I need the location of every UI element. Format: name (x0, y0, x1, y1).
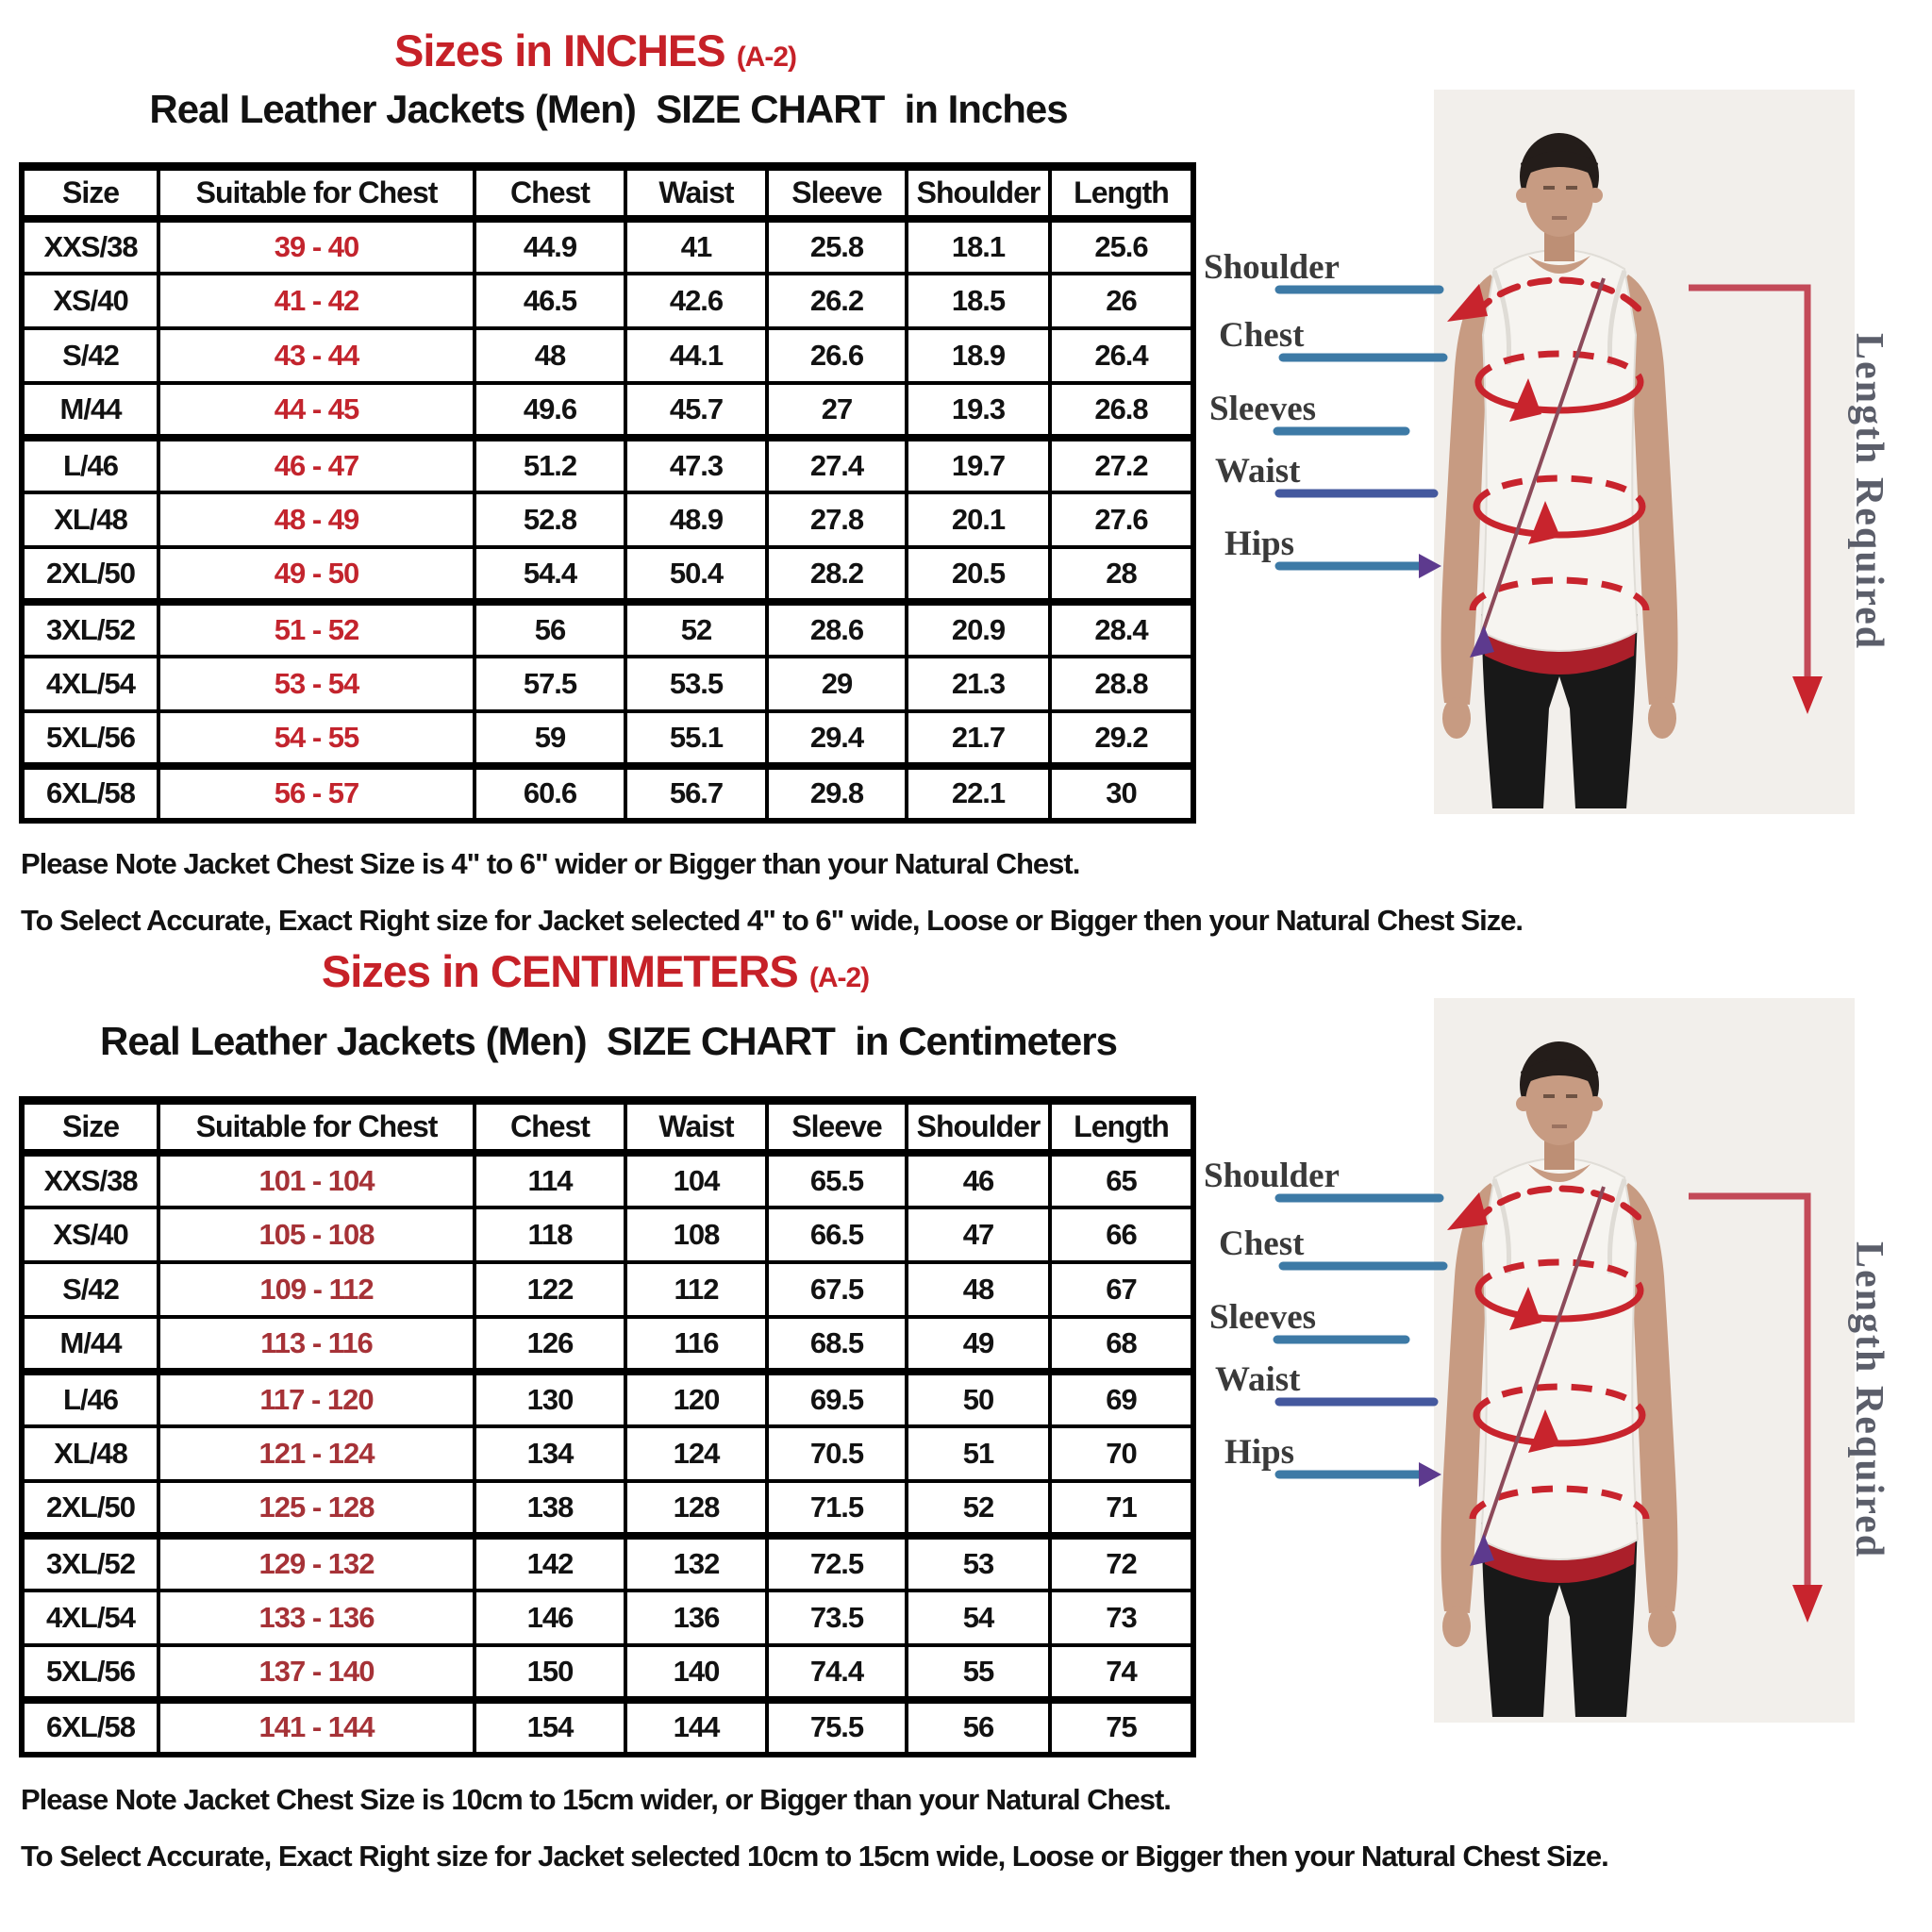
measurement-cell: 65.5 (767, 1153, 907, 1208)
chest-range-cell: 51 - 52 (158, 602, 475, 657)
size-cell: M/44 (22, 1317, 158, 1372)
chest-range-cell: 137 - 140 (158, 1645, 475, 1700)
size-cell: 6XL/58 (22, 766, 158, 821)
col-header-suitable-for-chest: Suitable for Chest (158, 167, 475, 219)
chest-range-cell: 141 - 144 (158, 1700, 475, 1755)
measurement-cell: 60.6 (475, 766, 625, 821)
measurement-cell: 56.7 (625, 766, 767, 821)
measurement-cell: 29 (767, 657, 907, 711)
col-header-shoulder: Shoulder (907, 1101, 1050, 1153)
table-row (22, 711, 1193, 766)
table-row (22, 657, 1193, 711)
measurement-cell: 70.5 (767, 1426, 907, 1481)
measurement-cell: 70 (1050, 1426, 1193, 1481)
cm-table-title: Real Leather Jackets (Men) SIZE CHART in Centimeters (100, 1019, 1117, 1063)
cm-size-table (19, 1096, 1196, 1757)
measurement-cell: 26.2 (767, 274, 907, 328)
shoulder-label: Shoulder (1204, 1157, 1340, 1195)
inches-table-header (22, 167, 1193, 219)
cm-heading-text: Sizes in CENTIMETERS (321, 946, 798, 996)
size-cell: 4XL/54 (22, 1591, 158, 1645)
measurement-cell: 28.2 (767, 547, 907, 602)
measurement-cell: 74.4 (767, 1645, 907, 1700)
measurement-figure-inches (1196, 90, 1932, 844)
inches-table-body (22, 219, 1193, 821)
measurement-cell: 118 (475, 1208, 625, 1262)
measurement-cell: 52.8 (475, 492, 625, 547)
measurement-cell: 73 (1050, 1591, 1193, 1645)
measurement-cell: 69 (1050, 1372, 1193, 1426)
size-cell: 4XL/54 (22, 657, 158, 711)
measurement-cell: 49 (907, 1317, 1050, 1372)
cm-note-2: To Select Accurate, Exact Right size for Jacket selected 10cm to 15cm wide, Loose or Bigger then your Natural Chest Size. (21, 1840, 1608, 1873)
chest-range-cell: 46 - 47 (158, 438, 475, 492)
measurement-cell: 138 (475, 1481, 625, 1536)
chest-range-cell: 129 - 132 (158, 1536, 475, 1591)
table-row (22, 1426, 1193, 1481)
measurement-cell: 116 (625, 1317, 767, 1372)
measurement-cell: 29.4 (767, 711, 907, 766)
measurement-cell: 20.5 (907, 547, 1050, 602)
measurement-cell: 68.5 (767, 1317, 907, 1372)
inches-heading-suffix: (A-2) (736, 42, 797, 73)
measurement-cell: 27 (767, 383, 907, 438)
measurement-cell: 47.3 (625, 438, 767, 492)
size-cell: S/42 (22, 1262, 158, 1317)
col-header-waist: Waist (625, 167, 767, 219)
measurement-cell: 66.5 (767, 1208, 907, 1262)
measurement-cell: 52 (907, 1481, 1050, 1536)
measurement-cell: 50 (907, 1372, 1050, 1426)
chest-range-cell: 101 - 104 (158, 1153, 475, 1208)
measurement-cell: 28 (1050, 547, 1193, 602)
inches-table-title: Real Leather Jackets (Men) SIZE CHART in Inches (149, 87, 1068, 131)
col-header-suitable-for-chest: Suitable for Chest (158, 1101, 475, 1153)
chest-range-cell: 54 - 55 (158, 711, 475, 766)
chest-range-cell: 133 - 136 (158, 1591, 475, 1645)
size-cell: 2XL/50 (22, 1481, 158, 1536)
table-header-row (22, 1101, 1193, 1153)
col-header-size: Size (22, 1101, 158, 1153)
measurement-cell: 55 (907, 1645, 1050, 1700)
hips-label: Hips (1224, 1433, 1295, 1472)
measurement-cell: 56 (907, 1700, 1050, 1755)
table-row (22, 602, 1193, 657)
measurement-cell: 56 (475, 602, 625, 657)
inches-section-heading (0, 25, 1191, 76)
table-row (22, 219, 1193, 274)
chest-label: Chest (1219, 316, 1305, 355)
col-header-length: Length (1050, 1101, 1193, 1153)
measurement-diagram (1196, 998, 1932, 1753)
col-header-length: Length (1050, 167, 1193, 219)
measurement-cell: 29.2 (1050, 711, 1193, 766)
measurement-cell: 68 (1050, 1317, 1193, 1372)
measurement-cell: 26.8 (1050, 383, 1193, 438)
measurement-cell: 126 (475, 1317, 625, 1372)
measurement-cell: 42.6 (625, 274, 767, 328)
measurement-cell: 57.5 (475, 657, 625, 711)
table-row (22, 547, 1193, 602)
measurement-cell: 55.1 (625, 711, 767, 766)
size-cell: 3XL/52 (22, 602, 158, 657)
measurement-cell: 26 (1050, 274, 1193, 328)
measurement-cell: 26.6 (767, 328, 907, 383)
measurement-cell: 21.3 (907, 657, 1050, 711)
chest-range-cell: 56 - 57 (158, 766, 475, 821)
table-row (22, 328, 1193, 383)
measurement-cell: 71.5 (767, 1481, 907, 1536)
measurement-cell: 44.9 (475, 219, 625, 274)
chest-label: Chest (1219, 1224, 1305, 1263)
measurement-cell: 122 (475, 1262, 625, 1317)
hips-label: Hips (1224, 525, 1295, 563)
measurement-cell: 28.4 (1050, 602, 1193, 657)
measurement-cell: 48 (907, 1262, 1050, 1317)
table-row (22, 438, 1193, 492)
measurement-cell: 132 (625, 1536, 767, 1591)
left-hand (1442, 697, 1471, 739)
left-hand (1442, 1606, 1471, 1647)
measurement-cell: 18.1 (907, 219, 1050, 274)
measurement-cell: 27.8 (767, 492, 907, 547)
size-cell: XS/40 (22, 274, 158, 328)
table-row (22, 1372, 1193, 1426)
table-row (22, 492, 1193, 547)
length-required-label: Length Required (1847, 333, 1890, 651)
measurement-cell: 72 (1050, 1536, 1193, 1591)
table-row (22, 1153, 1193, 1208)
size-cell: 5XL/56 (22, 711, 158, 766)
measurement-cell: 128 (625, 1481, 767, 1536)
chest-range-cell: 41 - 42 (158, 274, 475, 328)
measurement-cell: 67 (1050, 1262, 1193, 1317)
measurement-cell: 54.4 (475, 547, 625, 602)
measurement-cell: 52 (625, 602, 767, 657)
chest-range-cell: 49 - 50 (158, 547, 475, 602)
measurement-cell: 27.4 (767, 438, 907, 492)
measurement-cell: 30 (1050, 766, 1193, 821)
col-header-shoulder: Shoulder (907, 167, 1050, 219)
table-row (22, 1700, 1193, 1755)
length-required-label: Length Required (1847, 1241, 1890, 1559)
measurement-cell: 73.5 (767, 1591, 907, 1645)
measurement-cell: 18.9 (907, 328, 1050, 383)
measurement-cell: 28.6 (767, 602, 907, 657)
col-header-sleeve: Sleeve (767, 1101, 907, 1153)
right-hand (1648, 1606, 1676, 1647)
measurement-cell: 71 (1050, 1481, 1193, 1536)
size-cell: S/42 (22, 328, 158, 383)
table-row (22, 1317, 1193, 1372)
table-row (22, 1262, 1193, 1317)
size-cell: L/46 (22, 438, 158, 492)
measurement-cell: 51 (907, 1426, 1050, 1481)
measurement-cell: 19.3 (907, 383, 1050, 438)
chest-range-cell: 39 - 40 (158, 219, 475, 274)
measurement-cell: 21.7 (907, 711, 1050, 766)
measurement-cell: 75 (1050, 1700, 1193, 1755)
measurement-cell: 69.5 (767, 1372, 907, 1426)
size-cell: L/46 (22, 1372, 158, 1426)
measurement-cell: 72.5 (767, 1536, 907, 1591)
measurement-cell: 48.9 (625, 492, 767, 547)
measurement-cell: 74 (1050, 1645, 1193, 1700)
measurement-cell: 150 (475, 1645, 625, 1700)
chest-range-cell: 117 - 120 (158, 1372, 475, 1426)
col-header-size: Size (22, 167, 158, 219)
col-header-waist: Waist (625, 1101, 767, 1153)
cm-table-body (22, 1153, 1193, 1755)
measurement-cell: 28.8 (1050, 657, 1193, 711)
measurement-cell: 104 (625, 1153, 767, 1208)
measurement-cell: 47 (907, 1208, 1050, 1262)
measurement-cell: 20.1 (907, 492, 1050, 547)
chest-range-cell: 48 - 49 (158, 492, 475, 547)
size-cell: XXS/38 (22, 1153, 158, 1208)
chest-range-cell: 105 - 108 (158, 1208, 475, 1262)
measurement-cell: 53.5 (625, 657, 767, 711)
measurement-diagram (1196, 90, 1932, 844)
measurement-figure-cm (1196, 998, 1932, 1753)
measurement-cell: 124 (625, 1426, 767, 1481)
measurement-cell: 49.6 (475, 383, 625, 438)
size-cell: 3XL/52 (22, 1536, 158, 1591)
size-cell: 6XL/58 (22, 1700, 158, 1755)
chest-range-cell: 43 - 44 (158, 328, 475, 383)
inches-size-table (19, 162, 1196, 824)
inches-heading-text: Sizes in INCHES (393, 25, 725, 75)
measurement-cell: 114 (475, 1153, 625, 1208)
measurement-cell: 67.5 (767, 1262, 907, 1317)
measurement-cell: 136 (625, 1591, 767, 1645)
measurement-cell: 29.8 (767, 766, 907, 821)
size-cell: 5XL/56 (22, 1645, 158, 1700)
measurement-cell: 50.4 (625, 547, 767, 602)
measurement-cell: 112 (625, 1262, 767, 1317)
cm-section-heading (0, 945, 1191, 997)
measurement-cell: 46.5 (475, 274, 625, 328)
measurement-cell: 53 (907, 1536, 1050, 1591)
col-header-chest: Chest (475, 167, 625, 219)
measurement-cell: 66 (1050, 1208, 1193, 1262)
measurement-cell: 45.7 (625, 383, 767, 438)
table-row (22, 766, 1193, 821)
measurement-cell: 18.5 (907, 274, 1050, 328)
cm-note-1: Please Note Jacket Chest Size is 10cm to 15cm wider, or Bigger than your Natural Chest. (21, 1783, 1171, 1816)
right-hand (1648, 697, 1676, 739)
size-cell: XL/48 (22, 492, 158, 547)
measurement-cell: 27.6 (1050, 492, 1193, 547)
size-cell: M/44 (22, 383, 158, 438)
measurement-cell: 154 (475, 1700, 625, 1755)
measurement-cell: 146 (475, 1591, 625, 1645)
shoulder-label: Shoulder (1204, 248, 1340, 287)
table-row (22, 383, 1193, 438)
measurement-cell: 41 (625, 219, 767, 274)
measurement-cell: 144 (625, 1700, 767, 1755)
size-cell: 2XL/50 (22, 547, 158, 602)
size-cell: XL/48 (22, 1426, 158, 1481)
measurement-cell: 140 (625, 1645, 767, 1700)
col-header-sleeve: Sleeve (767, 167, 907, 219)
chest-range-cell: 121 - 124 (158, 1426, 475, 1481)
measurement-cell: 75.5 (767, 1700, 907, 1755)
waist-label: Waist (1215, 1360, 1301, 1399)
measurement-cell: 27.2 (1050, 438, 1193, 492)
measurement-cell: 48 (475, 328, 625, 383)
measurement-cell: 120 (625, 1372, 767, 1426)
measurement-cell: 25.8 (767, 219, 907, 274)
chest-range-cell: 125 - 128 (158, 1481, 475, 1536)
measurement-cell: 65 (1050, 1153, 1193, 1208)
measurement-cell: 59 (475, 711, 625, 766)
measurement-cell: 54 (907, 1591, 1050, 1645)
table-row (22, 1481, 1193, 1536)
measurement-cell: 20.9 (907, 602, 1050, 657)
measurement-cell: 22.1 (907, 766, 1050, 821)
sleeves-label: Sleeves (1209, 390, 1317, 428)
sleeves-label: Sleeves (1209, 1298, 1317, 1337)
chest-range-cell: 113 - 116 (158, 1317, 475, 1372)
table-row (22, 1536, 1193, 1591)
measurement-cell: 108 (625, 1208, 767, 1262)
table-header-row (22, 167, 1193, 219)
measurement-cell: 51.2 (475, 438, 625, 492)
measurement-cell: 44.1 (625, 328, 767, 383)
measurement-cell: 46 (907, 1153, 1050, 1208)
table-row (22, 1645, 1193, 1700)
measurement-cell: 130 (475, 1372, 625, 1426)
inches-note-2: To Select Accurate, Exact Right size for Jacket selected 4" to 6" wide, Loose or Bigger then your Natural Chest Size. (21, 904, 1524, 937)
table-row (22, 274, 1193, 328)
chest-range-cell: 53 - 54 (158, 657, 475, 711)
inches-note-1: Please Note Jacket Chest Size is 4" to 6" wider or Bigger than your Natural Chest. (21, 847, 1080, 880)
cm-table-header (22, 1101, 1193, 1153)
table-row (22, 1591, 1193, 1645)
col-header-chest: Chest (475, 1101, 625, 1153)
waist-label: Waist (1215, 452, 1301, 491)
chest-range-cell: 44 - 45 (158, 383, 475, 438)
size-cell: XS/40 (22, 1208, 158, 1262)
measurement-cell: 134 (475, 1426, 625, 1481)
measurement-cell: 25.6 (1050, 219, 1193, 274)
size-cell: XXS/38 (22, 219, 158, 274)
cm-heading-suffix: (A-2) (808, 962, 870, 993)
measurement-cell: 142 (475, 1536, 625, 1591)
measurement-cell: 19.7 (907, 438, 1050, 492)
chest-range-cell: 109 - 112 (158, 1262, 475, 1317)
measurement-cell: 26.4 (1050, 328, 1193, 383)
table-row (22, 1208, 1193, 1262)
